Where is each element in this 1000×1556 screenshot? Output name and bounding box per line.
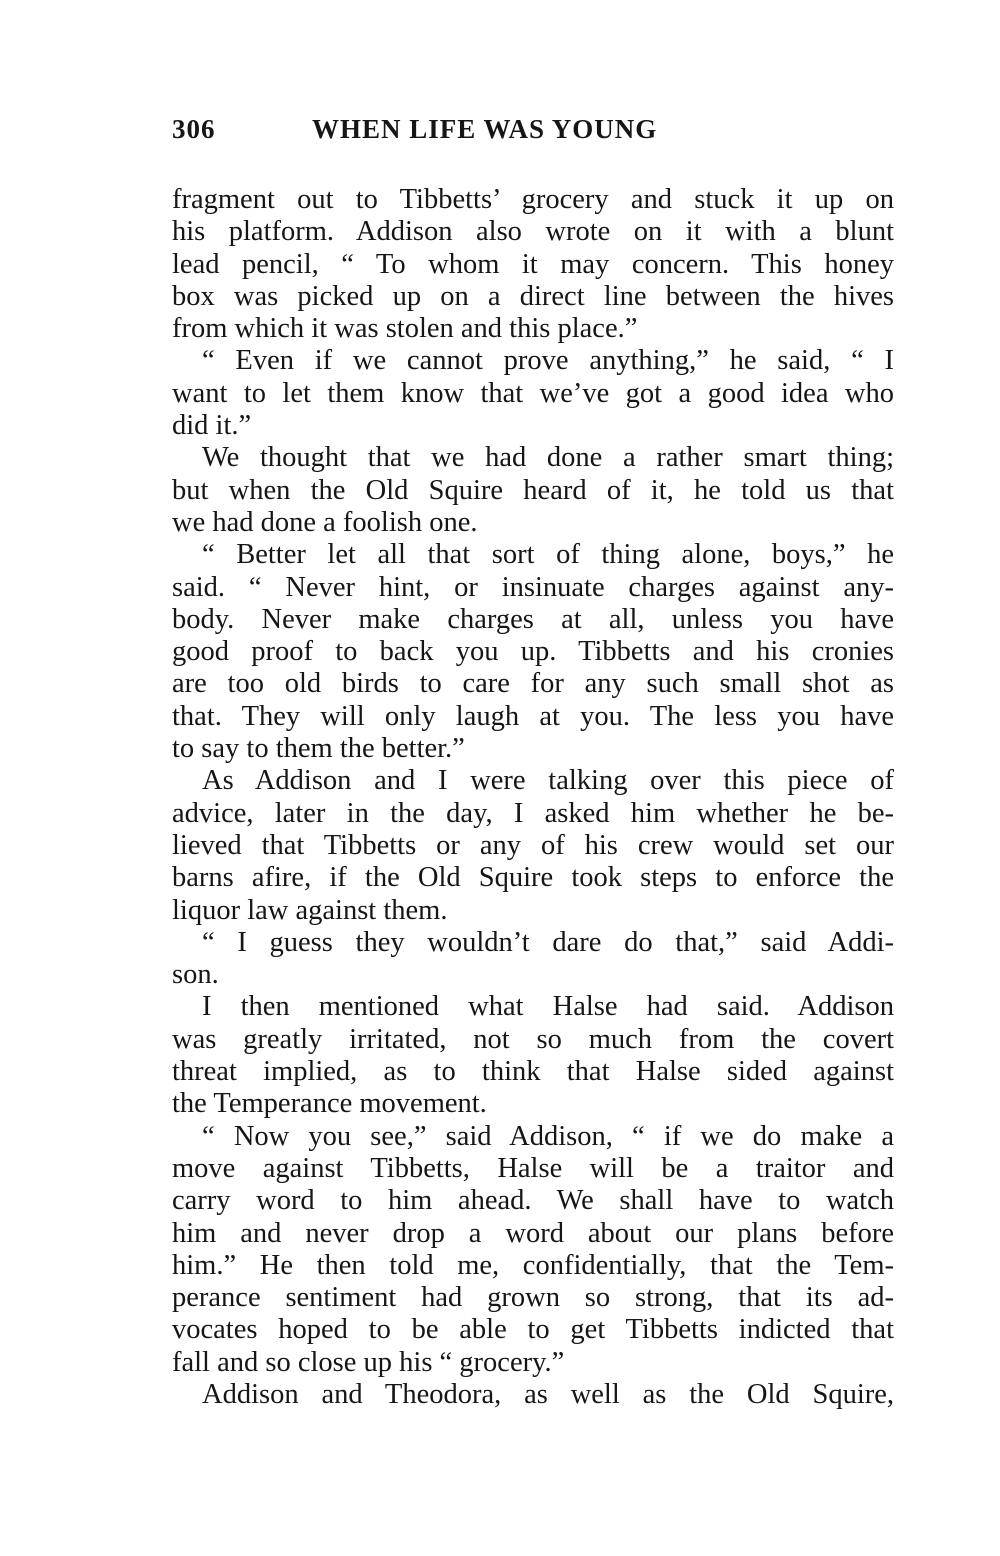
text-line: from which it was stolen and this place.” (172, 313, 638, 345)
text-line: carry word to him ahead. We shall have to watch (172, 1185, 894, 1217)
text-line: “ I guess they wouldn’t dare do that,” said Addi- (202, 926, 894, 958)
text-line: to say to them the better.” (172, 733, 465, 765)
text-line: his platform. Addison also wrote on it with a blunt (172, 216, 894, 248)
text-line: I then mentioned what Halse had said. Addison (202, 991, 894, 1023)
text-line: good proof to back you up. Tibbetts and his cronies (172, 636, 894, 668)
text-line: lieved that Tibbetts or any of his crew would set our (172, 829, 894, 861)
text-line: advice, later in the day, I asked him whether he be- (172, 797, 894, 829)
text-line: we had done a foolish one. (172, 506, 478, 538)
body-text (172, 184, 894, 1411)
text-line: son. (172, 959, 219, 991)
text-line: fragment out to Tibbetts’ grocery and stuck it up on (172, 184, 894, 215)
text-line: We thought that we had done a rather smart thing; (202, 442, 894, 474)
text-line: liquor law against them. (172, 894, 448, 926)
text-line: As Addison and I were talking over this piece of (202, 765, 894, 797)
text-line: want to let them know that we’ve got a good idea who (172, 377, 894, 409)
text-line: was greatly irritated, not so much from the covert (172, 1023, 894, 1055)
text-line: move against Tibbetts, Halse will be a traitor and (172, 1152, 894, 1184)
text-line: are too old birds to care for any such small shot as (172, 668, 894, 700)
text-line: lead pencil, “ To whom it may concern. This honey (172, 248, 894, 280)
text-line: but when the Old Squire heard of it, he told us that (172, 474, 894, 506)
text-line: Addison and Theodora, as well as the Old Squire, (202, 1378, 894, 1410)
text-line: him.” He then told me, confidentially, that the Tem- (172, 1249, 894, 1281)
text-line: body. Never make charges at all, unless you have (172, 603, 894, 635)
text-line: box was picked up on a direct line between the hives (172, 280, 894, 312)
running-head (172, 114, 892, 154)
text-line: “ Even if we cannot prove anything,” he said, “ I (202, 345, 894, 377)
page-number: 306 (172, 114, 216, 144)
book-title: WHEN LIFE WAS YOUNG (312, 114, 658, 144)
text-line: him and never drop a word about our plans before (172, 1217, 894, 1249)
text-line: did it.” (172, 410, 252, 442)
text-line: fall and so close up his “ grocery.” (172, 1346, 565, 1378)
text-line: the Temperance movement. (172, 1088, 487, 1120)
text-line: “ Better let all that sort of thing alone, boys,” he (202, 539, 894, 571)
text-line: said. “ Never hint, or insinuate charges against any- (172, 571, 894, 603)
text-line: “ Now you see,” said Addison, “ if we do make a (202, 1120, 894, 1152)
text-line: vocates hoped to be able to get Tibbetts indicted that (172, 1314, 894, 1346)
text-line: that. They will only laugh at you. The less you have (172, 700, 894, 732)
text-line: threat implied, as to think that Halse sided against (172, 1056, 894, 1088)
text-line: perance sentiment had grown so strong, that its ad- (172, 1282, 894, 1314)
text-line: barns afire, if the Old Squire took steps to enforce the (172, 862, 894, 894)
